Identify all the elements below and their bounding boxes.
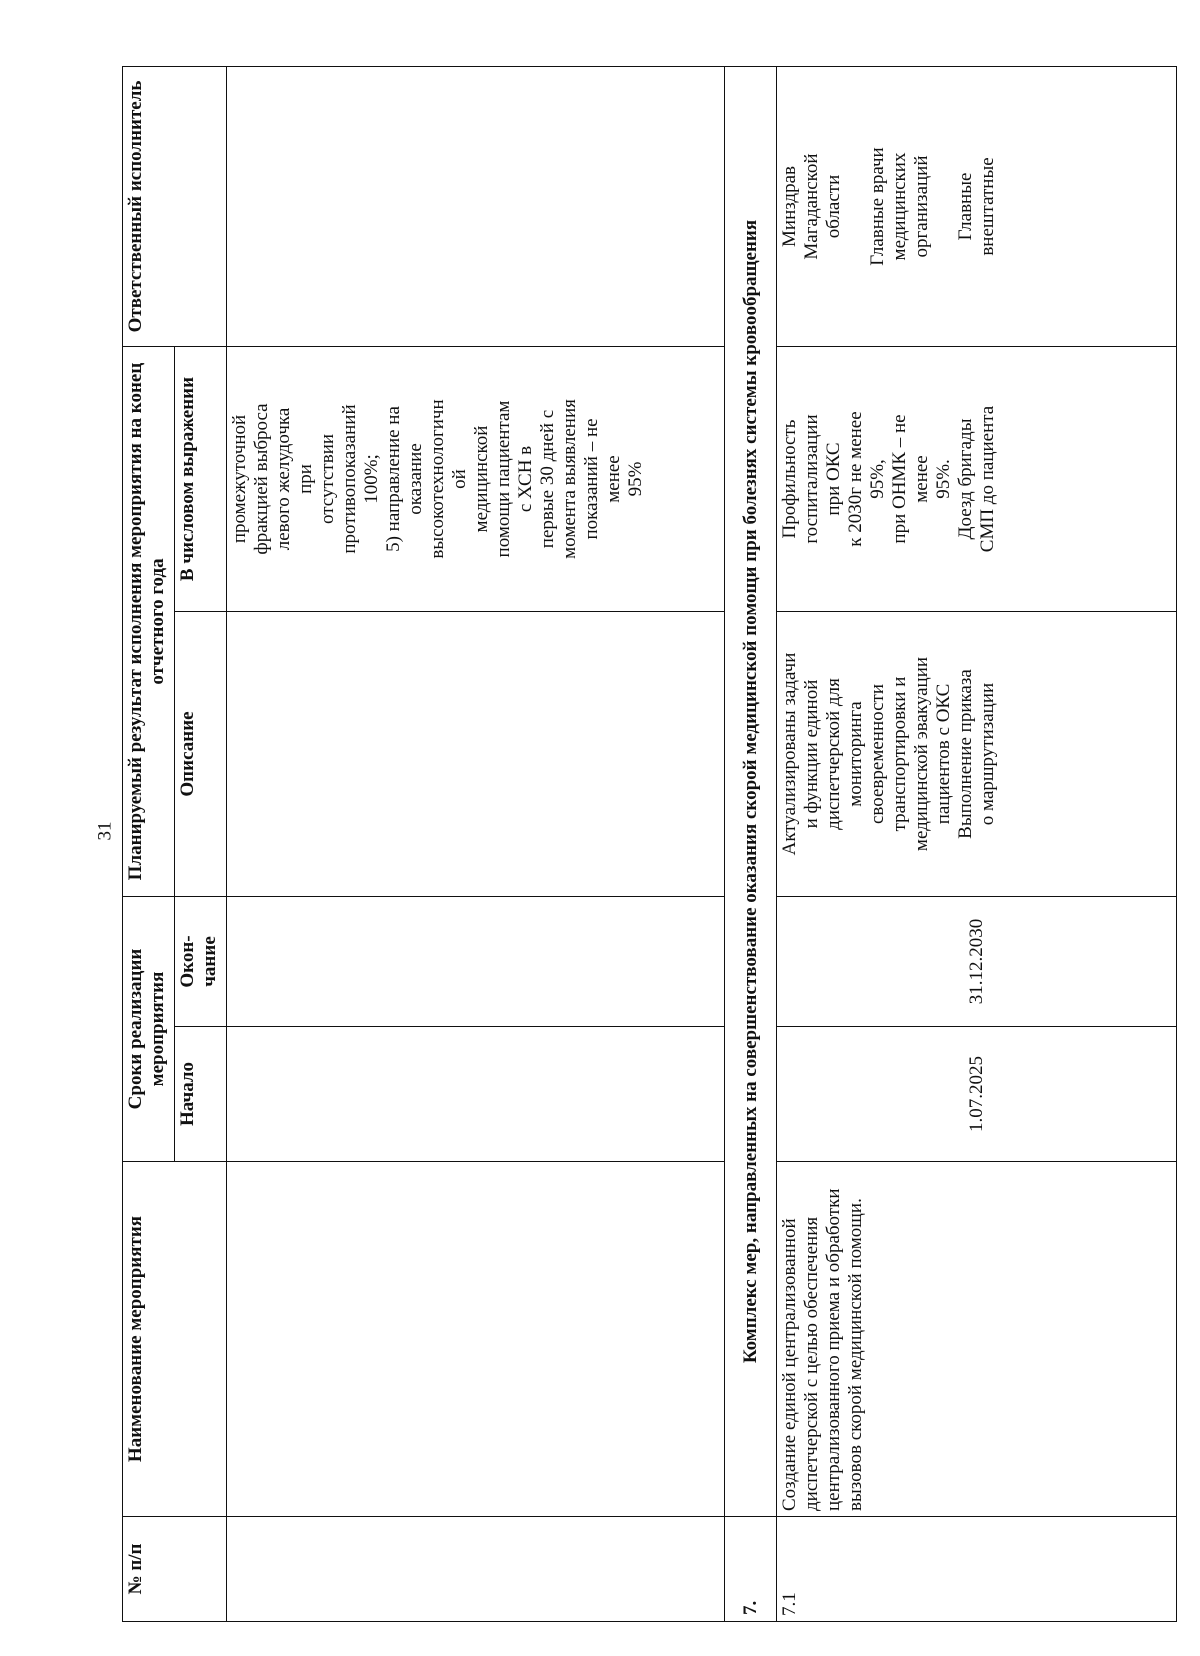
header-number: № п/п (123, 1517, 227, 1622)
row-start-date: 1.07.2025 (777, 1027, 1177, 1162)
header-result: Планируемый результат исполнения мероприятия на конец отчетного года (123, 346, 175, 896)
header-name: Наименование мероприятия (123, 1162, 227, 1517)
section-title: Комплекс мер, направленных на совершенствование оказания скорой медицинской помощи при болезнях системы кровообращения (725, 66, 777, 1516)
row-name: Создание единой централизованной диспетчерской с целью обеспечения централизованного приема и обработки вызовов скорой медицинской помощи. (777, 1162, 1177, 1517)
row-numeric: Профильность госпитализации при ОКС к 2030г не менее 95%, при ОНМК – не менее 95%. Доезд бригады СМП до пациента (777, 346, 1177, 611)
cell-empty (227, 66, 725, 346)
measures-table (122, 66, 1177, 1622)
row-responsible: Минздрав Магаданской области Главные врачи медицинских организаций Главные внештатные (777, 66, 1177, 346)
cell-empty (227, 1162, 725, 1517)
header-numeric: В числовом выражении (175, 346, 227, 611)
header-description: Описание (175, 612, 227, 897)
cell-empty (227, 1517, 725, 1622)
cell-empty (227, 1027, 725, 1162)
row-number: 7.1 (777, 1517, 1177, 1622)
header-end: Окон- чание (175, 897, 227, 1027)
cell-empty (227, 897, 725, 1027)
section-row (725, 66, 777, 1621)
table-row (777, 66, 1177, 1621)
table-row (227, 66, 725, 1621)
header-start: Начало (175, 1027, 227, 1162)
rotated-table-page (122, 67, 1177, 1622)
cell-numeric-continuation: промежуточной фракцией выброса левого желудочка при отсутствии противопоказаний 100%; 5) направление на оказание высокотехнологичн ой медицинской помощи пациентам с ХСН в первые 30 дней с момента выявления показаний – не менее 95% (227, 346, 725, 611)
section-number: 7. (725, 1517, 777, 1622)
row-end-date: 31.12.2030 (777, 897, 1177, 1027)
cell-empty (227, 612, 725, 897)
header-terms: Сроки реализации мероприятия (123, 897, 175, 1162)
page-number: 31 (94, 821, 116, 841)
header-responsible: Ответственный исполнитель (123, 66, 227, 346)
row-description: Актуализированы задачи и функции единой диспетчерской для мониторинга своевременности транспортировки и медицинской эвакуации пациентов с ОКС Выполнение приказа о маршрутизации (777, 612, 1177, 897)
